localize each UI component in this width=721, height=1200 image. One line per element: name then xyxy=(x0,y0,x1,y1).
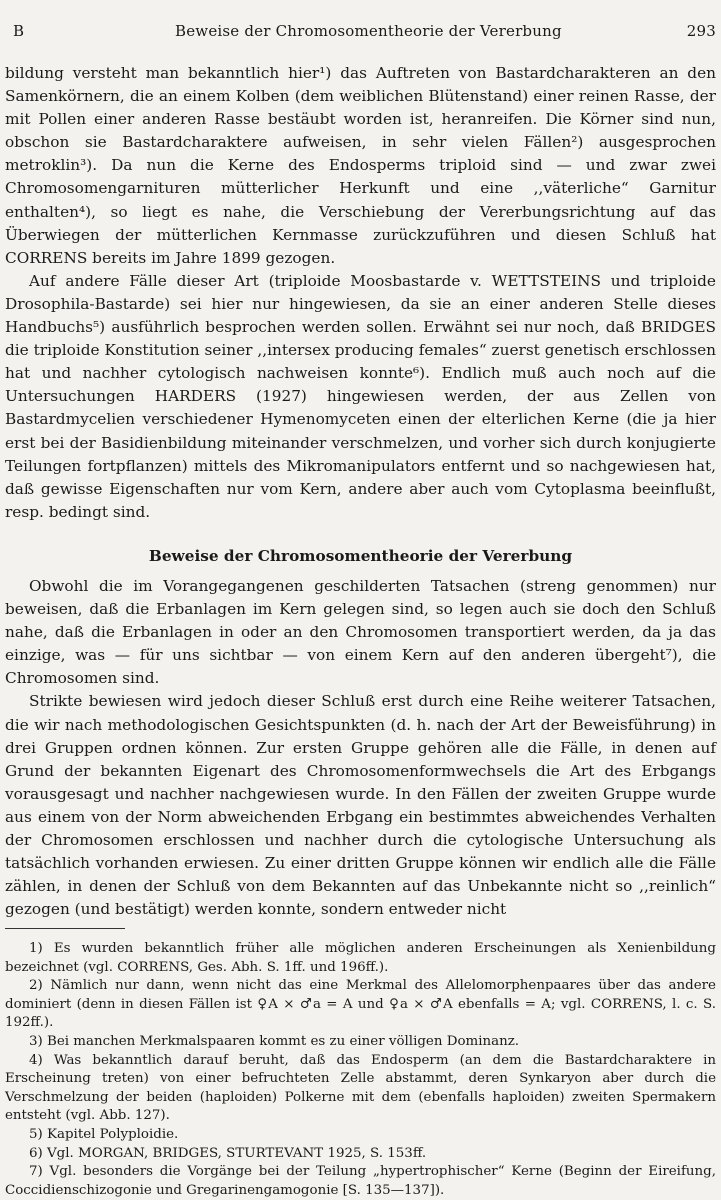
main-text xyxy=(5,62,716,921)
running-head: Beweise der Chromosomentheorie der Vererbung xyxy=(175,22,562,40)
footnote-3: 3) Bei manchen Merkmalspaaren kommt es zu einer völligen Dominanz. xyxy=(29,1033,520,1049)
footnote-4: 4) Was bekanntlich darauf beruht, daß das Endosperm (an dem die Bastardcharaktere in Erscheinung treten) von einer befruchteten Zelle abstammt, deren Synkaryon aber durch die Verschmelzung der beiden (haploiden) Polkerne mit dem (ebenfalls haploiden) zweiten Spermakern entsteht (vgl. Abb. 127). xyxy=(5,1052,716,1124)
page-number: 293 xyxy=(686,22,716,40)
footnote-6: 6) Vgl. MORGAN, BRIDGES, STURTEVANT 1925, S. 153ff. xyxy=(29,1145,427,1161)
paragraph-2: Auf andere Fälle dieser Art (triploide Moosbastarde v. WETTSTEINS und triploide Drosophila-Bastarde) sei hier nur hingewiesen, da sie an einer anderen Stelle dieses Handbuchs⁵) ausführlich besprochen werden sollen. Erwähnt sei nur noch, daß BRIDGES die triploide Konstitution seiner ,,intersex producing females“ zuerst genetisch erschlossen hat und nachher cytologisch nachweisen konnte⁶). Endlich muß auch noch auf die Untersuchungen HARDERS (1927) hingewiesen werden, der aus Zellen von Bastardmycelien verschiedener Hymenomyceten einen der elterlichen Kerne (die ja hier erst bei der Basidienbildung miteinander verschmelzen, und vorher sich durch konjugierte Teilungen fortpflanzen) mittels des Mikromanipulators entfernt und so nachgewiesen hat, daß gewisse Eigenschaften nur vom Kern, andere aber auch vom Cytoplasma beeinflußt, resp. bedingt sind. xyxy=(5,271,716,521)
paragraph-1: bildung versteht man bekanntlich hier¹) das Auftreten von Bastardcharakteren an den Samenkörnern, die an einem Kolben (dem weiblichen Blütenstand) einer reinen Rasse, der mit Pollen einer anderen Rasse bestäubt worden ist, heranreifen. Die Körner sind nun, obschon sie Bastardcharaktere aufweisen, in sehr vielen Fällen²) ausgesprochen metroklin³). Da nun die Kerne des Endosperms triploid sind — und zwar zwei Chromosomengarnituren mütterlicher Herkunft und eine ,,väterliche“ Garnitur enthalten⁴), so liegt es nahe, die Verschiebung der Vererbungsrichtung auf das Überwiegen der mütterlichen Kernmasse zurückzuführen und diesen Schluß hat CORRENS bereits im Jahre 1899 gezogen. xyxy=(5,64,716,267)
footnote-5: 5) Kapitel Polyploidie. xyxy=(29,1126,179,1142)
paragraph-3: Obwohl die im Vorangegangenen geschilderten Tatsachen (streng genommen) nur beweisen, daß die Erbanlagen im Kern gelegen sind, so legen auch sie doch den Schluß nahe, daß die Erbanlagen in oder an den Chromosomen transportiert werden, da ja das einzige, was — für uns sichtbar — von einem Kern auf den anderen übergeht⁷), die Chromosomen sind. xyxy=(5,576,716,688)
footnote-1: 1) Es wurden bekanntlich früher alle möglichen anderen Erscheinungen als Xenienbildung bezeichnet (vgl. CORRENS, Ges. Abh. S. 1ff. und 196ff.). xyxy=(5,941,716,975)
section-heading: Beweise der Chromosomentheorie der Vererbung xyxy=(148,546,573,565)
page-header xyxy=(5,22,716,46)
footnote-2: 2) Nämlich nur dann, wenn nicht das eine Merkmal des Allelomorphenpaares über das andere dominiert (denn in diesen Fällen ist ♀A × ♂a = A und ♀a × ♂A ebenfalls = A; vgl. CORRENS, l. c. S. 192ff.). xyxy=(5,978,716,1031)
paragraph-4: Strikte bewiesen wird jedoch dieser Schluß erst durch eine Reihe weiterer Tatsachen, die wir nach methodologischen Gesichtspunkten (d. h. nach der Art der Beweisführung) in drei Gruppen ordnen können. Zur ersten Gruppe gehören alle die Fälle, in denen auf Grund der bekannten Eigenart des Chromosomenformwechsels die Art des Erbgangs vorausgesagt und nachher nachgewiesen wurde. In den Fällen der zweiten Gruppe wurde aus einem von der Norm abweichenden Erbgang ein bestimmtes abweichendes Verhalten der Chromosomen erschlossen und nachher durch die cytologische Untersuchung als tatsächlich vorhanden erwiesen. Zu einer dritten Gruppe können wir endlich alle die Fälle zählen, in denen der Schluß von dem Bekannten auf das Unbekannte nicht so ,,reinlich“ gezogen (und bestätigt) werden konnte, sondern entweder nicht xyxy=(5,692,716,919)
footnote-rule xyxy=(5,928,125,929)
footnotes xyxy=(5,940,716,1200)
book-page xyxy=(5,0,716,1200)
section-letter: B xyxy=(13,22,25,40)
footnote-7: 7) Vgl. besonders die Vorgänge bei der Teilung „hypertrophischer“ Kerne (Beginn der Eireifung, Coccidienschizogonie und Gregarinengamogonie [S. 135—137]). xyxy=(5,1164,716,1198)
